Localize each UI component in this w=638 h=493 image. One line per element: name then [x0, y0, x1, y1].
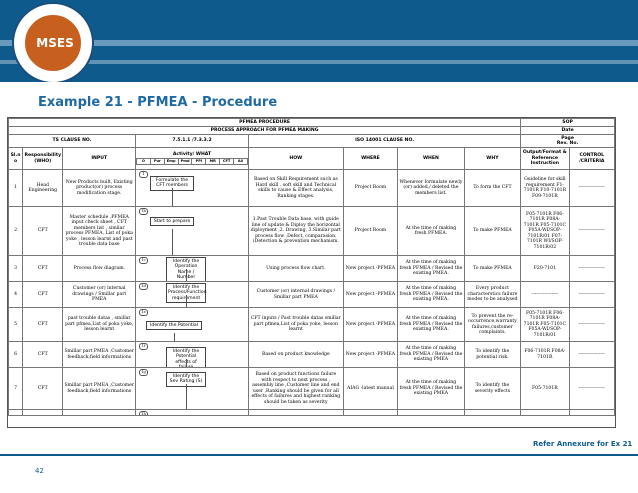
flow-connector: [186, 384, 187, 410]
mses-logo: [12, 2, 94, 82]
flow-connector: [172, 188, 173, 207]
how-cell: Based on product functions failure with respect to next process , assembly line ,Customer line and end user ,Ranking should be given for all effects of failures and highest ranking should be taken as severity: [248, 368, 343, 410]
header-banner: [0, 0, 638, 82]
flow-connector: [172, 229, 173, 256]
why-cell: To identify the potential risk.: [464, 342, 520, 368]
col-header-responsibility: Responsibility (WHO): [23, 148, 63, 170]
activity-subcolumns: [136, 158, 248, 165]
activity-cell: [136, 170, 249, 207]
procedure-row: [9, 342, 615, 368]
why-cell: Every product characterstics failure modes to be analysed: [464, 282, 520, 308]
responsibility-cell: CFT: [23, 342, 63, 368]
activity-subcol: Pmd: [178, 158, 192, 164]
responsibility-cell: CFT: [23, 282, 63, 308]
activity-box: Identify the Potential effects of failure: [166, 347, 206, 368]
activity-subcol: PPI: [192, 158, 206, 164]
col-header-activity: [136, 148, 249, 170]
activity-cell: [136, 282, 249, 308]
activity-box: Identify the Sev Rating (S): [166, 372, 206, 387]
control-cell: -----------------: [569, 368, 614, 410]
output-cell: -----------------: [521, 282, 569, 308]
procedure-row: [9, 256, 615, 282]
where-cell: New project -PFMEA: [343, 256, 397, 282]
where-cell: New project -PFMEA: [343, 282, 397, 308]
output-cell: Guideline for skill requirement F1-7101R F10-7101R F09-7101R: [521, 170, 569, 207]
control-cell: -----------------: [569, 342, 614, 368]
sl-cell: 1: [9, 170, 23, 207]
page-label: Page Rev. No.: [521, 135, 615, 148]
activity-cell: [136, 342, 249, 368]
procedure-row: [9, 282, 615, 308]
responsibility-cell: CFT: [23, 368, 63, 410]
where-cell: AIAG -latest manual: [343, 368, 397, 410]
why-cell: To prevent the re-occurrence,warranty failures,customer complaints.: [464, 308, 520, 342]
input-cell: Smillar part PMEA ,Customer feedback,field informations: [63, 368, 136, 410]
output-cell: F06-7101R F08A-7101R: [521, 342, 569, 368]
activity-cell: [136, 207, 249, 256]
input-cell: New Products built, Existing product(or) process modification stage.: [63, 170, 136, 207]
how-cell: 1.Past Trouble Data base. with guide line of update & Diploy the horizontal diployment ,2. Drawing, 3.Similar part process flow ,Defect, comparasion,(Detection & prevention mechanism.: [248, 207, 343, 256]
procedure-row: [9, 170, 615, 207]
activity-subcol: Pur: [150, 158, 164, 164]
how-cell: Based on Skill Requirement such as Hard skill , soft skill and Technical skills to cause & Effect analysis, Ranking stages.: [248, 170, 343, 207]
why-cell: To identify the severity effects: [464, 368, 520, 410]
activity-label: Activity/ WHAT: [172, 152, 212, 158]
activity-cell: [136, 308, 249, 342]
how-cell: Using process flow chart.: [248, 256, 343, 282]
control-cell: -----------------: [569, 308, 614, 342]
when-cell: At the time of making fresh PFMEA / Revised the existing PMEA.: [398, 282, 465, 308]
why-cell: To make PFMEA: [464, 207, 520, 256]
output-cell: F05-7101R F06-7101R F08A-7101R F05-7101C F05A-WI/SOP-7101R/01: [521, 308, 569, 342]
flow-connector: [174, 333, 175, 342]
flow-connector: [186, 359, 187, 368]
output-cell: F20-7101: [521, 256, 569, 282]
how-cell: CFT inputs / Past trouble datas smillar part pfmea,List of poka yoke, lesson learnt: [248, 308, 343, 342]
col-header-output: Output/Format & Reference Instruction: [521, 148, 569, 170]
procedure-row: [9, 308, 615, 342]
where-cell: New project -PFMEA: [343, 308, 397, 342]
activity-box: Start to prepare: [150, 217, 194, 226]
control-cell: -----------------: [569, 256, 614, 282]
why-cell: To make PFMEA: [464, 256, 520, 282]
ts-clause-label: TS CLAUSE NO.: [9, 135, 136, 148]
activity-subcol: All: [234, 158, 248, 164]
procedure-header: PFMEA PROCEDURE: [9, 119, 521, 127]
responsibility-cell: CFT: [23, 256, 63, 282]
when-cell: At the time of making fresh PFMEA / Revised the existing PMEA: [398, 342, 465, 368]
where-cell: New project -PFMEA: [343, 342, 397, 368]
step-marker: 1e: [139, 309, 148, 316]
ts-clause-value: 7.5.1.1 /7.3.3.2: [136, 135, 249, 148]
input-cell: Customer (or) internal drawings / Smillar part PMEA: [63, 282, 136, 308]
activity-cell: [136, 368, 249, 410]
col-header-when: WHEN: [398, 148, 465, 170]
col-header-sl: Sl.n o: [9, 148, 23, 170]
sl-cell: 3: [9, 256, 23, 282]
procedure-subtitle: PROCESS APPROACH FOR PFMEA MAKING: [9, 127, 521, 135]
footer-rule: [0, 454, 638, 456]
step-marker: 1g: [139, 369, 148, 376]
sl-cell: 4: [9, 282, 23, 308]
pfmea-procedure-sheet: [7, 117, 616, 428]
activity-cell: [136, 410, 249, 416]
date-label: Date: [521, 127, 615, 135]
when-cell: At the time of making fresh PFMEA / Revised the existing PMEA: [398, 368, 465, 410]
activity-subcol: Emp: [164, 158, 178, 164]
col-header-input: INPUT: [63, 148, 136, 170]
step-marker: 1c: [139, 257, 148, 264]
input-cell: past trouble datas , smillar part pfmea,List of poka yoke, lesson learnt: [63, 308, 136, 342]
sl-cell: 2: [9, 207, 23, 256]
flow-connector: [186, 295, 187, 308]
activity-box: Identify the Operation Name / Number: [166, 257, 206, 282]
procedure-table: [8, 118, 615, 416]
control-cell: -----------------: [569, 207, 614, 256]
when-cell: Whenever formulate newly (or) added,/ deleted the members list.: [398, 170, 465, 207]
banner-stripe: [0, 60, 638, 64]
step-marker: 1: [139, 171, 148, 178]
page-number: 42: [35, 467, 44, 475]
control-cell: -----------------: [569, 170, 614, 207]
sop-label: SOP: [521, 119, 615, 127]
banner-stripe: [0, 40, 638, 46]
sl-cell: 7: [9, 368, 23, 410]
col-header-where: WHERE: [343, 148, 397, 170]
input-cell: Master schedule ,PFMEA input check sheet , CFT members list , similar process PFMEA, List of poka yoke , lesson learnt and past trouble data base: [63, 207, 136, 256]
activity-box: Identify the Process/Function requirement: [166, 283, 206, 303]
procedure-row: [9, 207, 615, 256]
where-cell: Project Room: [343, 207, 397, 256]
why-cell: To form the CFT: [464, 170, 520, 207]
logo-badge: [23, 13, 83, 73]
step-marker: 1b: [139, 208, 148, 215]
col-header-control: CONTROL /CRITERIA: [569, 148, 614, 170]
when-cell: At the time of making fresh PFMEA / Revised the existing PMEA.: [398, 256, 465, 282]
activity-box: Identify the Potential: [146, 321, 202, 330]
activity-subcol: O: [137, 158, 151, 164]
how-cell: Customer (or) internal drawings / Smillar part PMEA: [248, 282, 343, 308]
activity-subcol: MR: [206, 158, 220, 164]
procedure-row: [9, 368, 615, 410]
responsibility-cell: Head Engineering: [23, 170, 63, 207]
sl-cell: 5: [9, 308, 23, 342]
iso-clause-label: ISO 14001 CLAUSE NO.: [248, 135, 520, 148]
responsibility-cell: CFT: [23, 207, 63, 256]
when-cell: At the time of making fresh PFMEA / Revised the existing PMEA.: [398, 308, 465, 342]
activity-cell: [136, 256, 249, 282]
activity-box: Formulate the CFT members: [150, 176, 194, 191]
step-marker: 1h: [139, 411, 148, 416]
page-title: Example 21 - PFMEA - Procedure: [38, 95, 278, 110]
flow-connector: [186, 269, 187, 282]
step-marker: 1d: [139, 283, 148, 290]
refer-annexure-note: Refer Annexure for Ex 21: [533, 440, 633, 448]
sl-cell: 6: [9, 342, 23, 368]
step-marker: 1f: [139, 343, 148, 350]
input-cell: Process flow diagram.: [63, 256, 136, 282]
when-cell: At the time of making fresh PFMEA.: [398, 207, 465, 256]
output-cell: F05-7101R: [521, 368, 569, 410]
responsibility-cell: CFT: [23, 308, 63, 342]
activity-subcol: CFT: [220, 158, 234, 164]
control-cell: -----------------: [569, 282, 614, 308]
where-cell: Project Room: [343, 170, 397, 207]
how-cell: Based on product knowledge: [248, 342, 343, 368]
col-header-why: WHY: [464, 148, 520, 170]
col-header-how: HOW: [248, 148, 343, 170]
input-cell: Smillar part PMEA ,Customer feedback,field informations: [63, 342, 136, 368]
logo-text: MSES: [36, 36, 74, 50]
output-cell: F05-7101R F06-7101R F08A-7101R F05-7101C F05A-WI/SOP-7101R/01 F07-7101R WI/SOP-7101R/02: [521, 207, 569, 256]
